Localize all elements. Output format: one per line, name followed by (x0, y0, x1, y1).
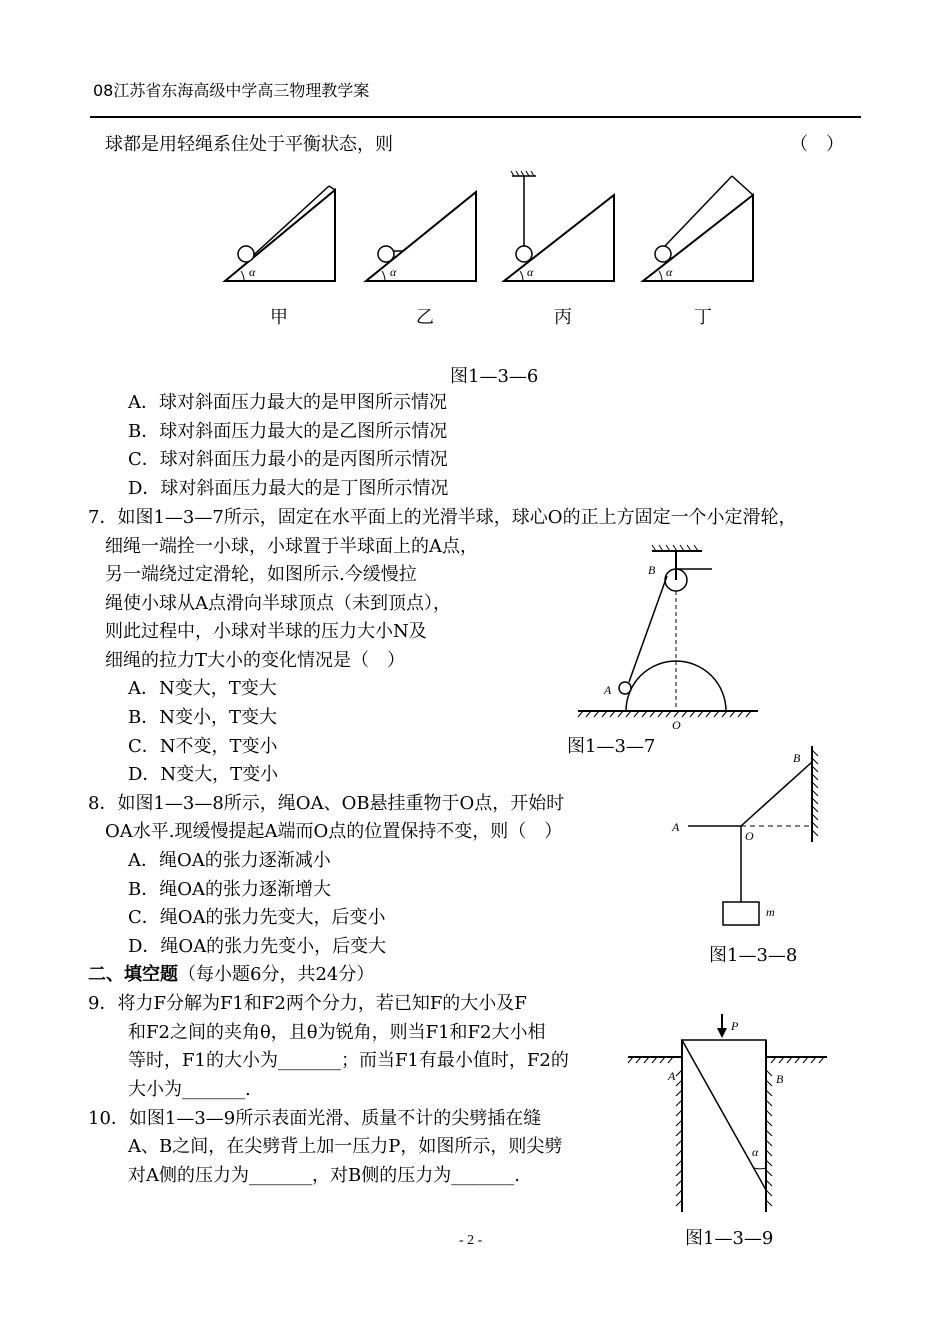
panel-label-ding: 丁 (694, 307, 712, 328)
q10-line-3: 对A侧的压力为_______，对B侧的压力为_______. (128, 1165, 520, 1186)
angle-label-bing: α (527, 265, 534, 279)
q6-answer-bracket: （ ） (790, 134, 844, 155)
label-m-q8: m (766, 905, 775, 919)
figure-caption-1-3-6: 图1—3—6 (450, 366, 539, 387)
q7-option-d: D．N变大，T变小 (128, 764, 279, 785)
label-b-q7: B (648, 563, 656, 577)
q7-stem-line-6: 细绳的拉力T大小的变化情况是（ ） (105, 650, 406, 671)
q6-stem: 球都是用轻绳系住处于平衡状态，则 (105, 134, 393, 155)
q7-option-b: B．N变小，T变大 (128, 707, 277, 728)
panel-label-jia: 甲 (270, 307, 288, 328)
q9-line-3: 等时，F1的大小为_______；而当F1有最小值时，F2的 (128, 1050, 569, 1071)
page-header: 08江苏省东海高级中学高三物理教学案 (93, 81, 370, 100)
q8-option-d: D．绳OA的张力先变小，后变大 (128, 936, 387, 957)
q7-stem-line-3: 另一端绕过定滑轮，如图所示.今缓慢拉 (105, 564, 417, 585)
q6-option-c: C．球对斜面压力最小的是丙图所示情况 (128, 449, 448, 470)
q9-line-1: 9．将力F分解为F1和F2两个分力，若已知F的大小及F (88, 993, 527, 1014)
angle-label-ding: α (666, 265, 673, 279)
section-2-title: 二、填空题 (88, 964, 178, 985)
label-o-q7: O (672, 718, 681, 732)
angle-label-yi: α (390, 265, 397, 279)
q6-option-a: A．球对斜面压力最大的是甲图所示情况 (128, 392, 447, 413)
q9-line-2: 和F2之间的夹角θ，且θ为锐角，则当F1和F2大小相 (128, 1022, 546, 1043)
label-a-q10: A (668, 1069, 676, 1083)
label-p-q10: P (731, 1019, 739, 1033)
q7-stem-line-5: 则此过程中，小球对半球的压力大小N及 (105, 621, 427, 642)
angle-label-jia: α (249, 265, 256, 279)
label-b-q8: B (793, 751, 801, 765)
q7-stem-line-1: 7．如图1—3—7所示，固定在水平面上的光滑半球，球心O的正上方固定一个小定滑轮， (88, 507, 797, 528)
q7-stem-line-2: 细绳一端拴一小球，小球置于半球面上的A点， (105, 536, 478, 557)
q6-option-b: B．球对斜面压力最大的是乙图所示情况 (128, 421, 448, 442)
section-2-note: （每小题6分，共24分） (178, 964, 375, 985)
q8-stem-line-1: 8．如图1—3—8所示，绳OA、OB悬挂重物于O点，开始时 (88, 793, 565, 814)
panel-label-yi: 乙 (416, 307, 434, 328)
q8-option-c: C．绳OA的张力先变大，后变小 (128, 907, 386, 928)
label-o-q8: O (745, 829, 754, 843)
q7-option-a: A．N变大，T变大 (128, 678, 277, 699)
q10-line-2: A、B之间，在尖劈背上加一压力P，如图所示，则尖劈 (128, 1136, 563, 1157)
label-a-q7: A (604, 683, 612, 697)
figure-caption-1-3-8: 图1—3—8 (709, 945, 798, 966)
q8-option-a: A．绳OA的张力逐渐减小 (128, 850, 331, 871)
q8-option-b: B．绳OA的张力逐渐增大 (128, 879, 331, 900)
page-number: - 2 - (459, 1233, 483, 1248)
q10-line-1: 10．如图1—3—9所示表面光滑、质量不计的尖劈插在缝 (88, 1108, 542, 1129)
q8-stem-line-2: OA水平.现缓慢提起A端而O点的位置保持不变，则（ ） (105, 821, 563, 842)
label-b-q10: B (776, 1072, 784, 1086)
figure-caption-1-3-7: 图1—3—7 (567, 736, 656, 757)
label-alpha-q10: α (752, 1145, 759, 1159)
label-a-q8: A (672, 820, 680, 834)
q7-option-c: C．N不变，T变小 (128, 736, 278, 757)
q6-option-d: D．球对斜面压力最大的是丁图所示情况 (128, 478, 449, 499)
panel-label-bing: 丙 (554, 307, 572, 328)
q9-line-4: 大小为_______. (128, 1079, 251, 1100)
figure-caption-1-3-9: 图1—3—9 (685, 1228, 774, 1249)
q7-stem-line-4: 绳使小球从A点滑向半球顶点（未到顶点）， (105, 593, 451, 614)
